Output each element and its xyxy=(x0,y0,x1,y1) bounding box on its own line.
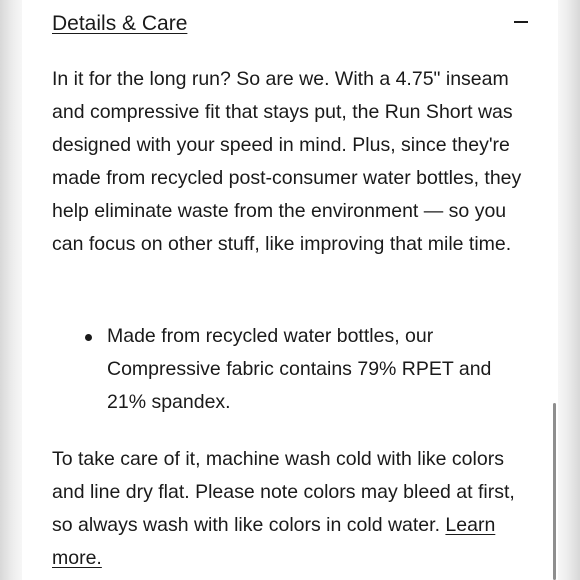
scrollbar-thumb[interactable] xyxy=(553,403,556,580)
bullet-icon xyxy=(85,334,92,341)
details-care-panel xyxy=(22,0,558,580)
feature-list xyxy=(52,320,528,419)
screen-edge-left xyxy=(0,0,22,580)
product-description: In it for the long run? So are we. With a 4.75" inseam and compressive fit that stays put, the Run Short was designed with your speed in mind. Plus, since they're made from recycled post-consumer water bottles, they help eliminate waste from the environment — so you can focus on other stuff, like improving that mile time. xyxy=(52,68,522,255)
list-item-text: Made from recycled water bottles, our Compressive fabric contains 79% RPET and 21% spandex. xyxy=(107,325,492,413)
care-text: To take care of it, machine wash cold with like colors and line dry flat. Please note colors may bleed at first, so always wash with like colors in cold water. xyxy=(52,448,515,536)
accordion-header[interactable] xyxy=(52,0,528,46)
list-item xyxy=(52,320,528,419)
learn-more-link[interactable]: Learn more. xyxy=(52,514,496,569)
care-instructions xyxy=(52,443,528,575)
screen-edge-right xyxy=(558,0,580,580)
minus-icon[interactable] xyxy=(510,11,532,33)
section-title[interactable]: Details & Care xyxy=(52,12,188,35)
